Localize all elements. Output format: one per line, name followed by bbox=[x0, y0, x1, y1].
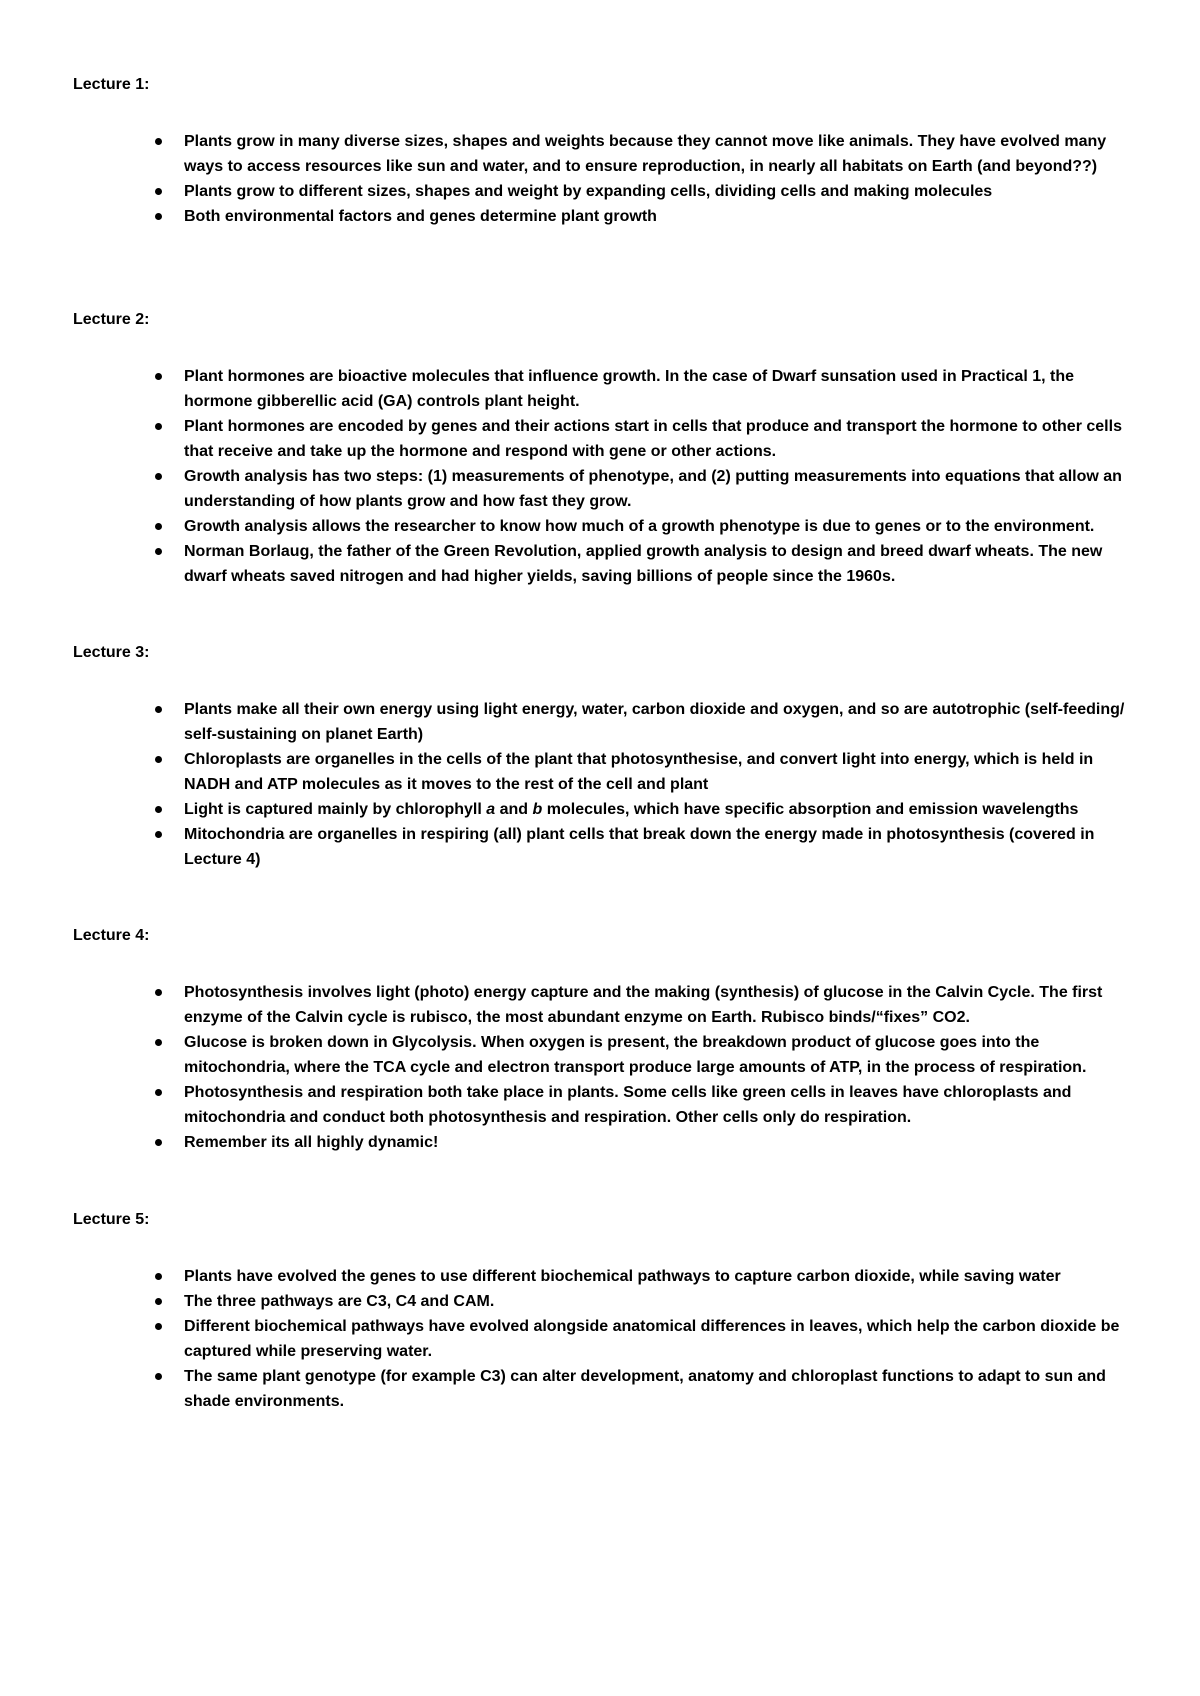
bullet-list bbox=[73, 697, 1133, 872]
lecture-2-section bbox=[73, 310, 1133, 589]
lecture-heading: Lecture 3: bbox=[73, 644, 150, 661]
bullet-icon bbox=[155, 473, 162, 480]
bullet-text: Plants make all their own energy using light energy, water, carbon dioxide and oxygen, and so are autotrophic (self-feeding/ self-sustaining on planet Earth) bbox=[184, 701, 1125, 743]
bullet-text: Mitochondria are organelles in respiring (all) plant cells that break down the energy made in photosynthesis (covered in Lecture 4) bbox=[184, 826, 1095, 868]
list-item bbox=[73, 697, 1133, 747]
bullet-icon bbox=[155, 548, 162, 555]
list-item bbox=[73, 204, 1133, 229]
bullet-text: Norman Borlaug, the father of the Green Revolution, applied growth analysis to design and breed dwarf wheats. The new dwarf wheats saved nitrogen and had higher yields, saving billions of people since the 1960s. bbox=[184, 543, 1103, 585]
list-item bbox=[73, 1364, 1133, 1414]
lecture-3-section bbox=[73, 643, 1133, 872]
list-item bbox=[73, 179, 1133, 204]
bullet-text: Growth analysis allows the researcher to know how much of a growth phenotype is due to genes or to the environment. bbox=[184, 518, 1095, 535]
bullet-icon bbox=[155, 1323, 162, 1330]
bullet-text: Plant hormones are encoded by genes and their actions start in cells that produce and transport the hormone to other cells that receive and take up the hormone and respond with gene or other actions. bbox=[184, 418, 1122, 460]
bullet-icon bbox=[155, 1273, 162, 1280]
bullet-text: Chloroplasts are organelles in the cells of the plant that photosynthesise, and convert light into energy, which is held in NADH and ATP molecules as it moves to the rest of the cell and plant bbox=[184, 751, 1094, 793]
bullet-text: Growth analysis has two steps: (1) measurements of phenotype, and (2) putting measurements into equations that allow an understanding of how plants grow and how fast they grow. bbox=[184, 468, 1122, 510]
bullet-icon bbox=[155, 989, 162, 996]
bullet-icon bbox=[155, 1298, 162, 1305]
lecture-heading: Lecture 5: bbox=[73, 1211, 150, 1228]
bullet-icon bbox=[155, 1039, 162, 1046]
list-item bbox=[73, 1264, 1133, 1289]
list-item bbox=[73, 822, 1133, 872]
list-item bbox=[73, 1130, 1133, 1155]
bullet-icon bbox=[155, 706, 162, 713]
bullet-text: Plants grow to different sizes, shapes and weight by expanding cells, dividing cells and making molecules bbox=[184, 183, 993, 200]
list-item bbox=[73, 1314, 1133, 1364]
bullet-text: Light is captured mainly by chlorophyll a and b molecules, which have specific absorption and emission wavelengths bbox=[184, 801, 1079, 818]
lecture-heading: Lecture 4: bbox=[73, 927, 150, 944]
bullet-text: Plant hormones are bioactive molecules that influence growth. In the case of Dwarf sunsation used in Practical 1, the hormone gibberellic acid (GA) controls plant height. bbox=[184, 368, 1074, 410]
list-item bbox=[73, 539, 1133, 589]
bullet-text: The same plant genotype (for example C3) can alter development, anatomy and chloroplast functions to adapt to sun and shade environments. bbox=[184, 1368, 1106, 1410]
bullet-list bbox=[73, 1264, 1133, 1414]
list-item bbox=[73, 129, 1133, 179]
bullet-list bbox=[73, 980, 1133, 1155]
bullet-icon bbox=[155, 138, 162, 145]
bullet-text: The three pathways are C3, C4 and CAM. bbox=[184, 1293, 495, 1310]
bullet-icon bbox=[155, 188, 162, 195]
bullet-icon bbox=[155, 213, 162, 220]
bullet-icon bbox=[155, 1373, 162, 1380]
list-item bbox=[73, 464, 1133, 514]
bullet-list bbox=[73, 364, 1133, 589]
list-item bbox=[73, 1289, 1133, 1314]
lecture-heading: Lecture 1: bbox=[73, 76, 150, 93]
list-item bbox=[73, 980, 1133, 1030]
list-item bbox=[73, 414, 1133, 464]
bullet-text: Photosynthesis and respiration both take place in plants. Some cells like green cells in leaves have chloroplasts and mitochondria and conduct both photosynthesis and respiration. Other cells only do respiration. bbox=[184, 1084, 1072, 1126]
bullet-icon bbox=[155, 1139, 162, 1146]
bullet-icon bbox=[155, 806, 162, 813]
bullet-text: Glucose is broken down in Glycolysis. When oxygen is present, the breakdown product of glucose goes into the mitochondria, where the TCA cycle and electron transport produce large amounts of ATP, in the process of respiration. bbox=[184, 1034, 1087, 1076]
list-item bbox=[73, 514, 1133, 539]
list-item bbox=[73, 797, 1133, 822]
list-item bbox=[73, 364, 1133, 414]
lecture-heading: Lecture 2: bbox=[73, 311, 150, 328]
bullet-text: Remember its all highly dynamic! bbox=[184, 1134, 439, 1151]
bullet-text: Plants grow in many diverse sizes, shapes and weights because they cannot move like animals. They have evolved many ways to access resources like sun and water, and to ensure reproduction, in nearly all habitats on Earth (and beyond??) bbox=[184, 133, 1107, 175]
bullet-icon bbox=[155, 423, 162, 430]
bullet-icon bbox=[155, 523, 162, 530]
list-item bbox=[73, 1080, 1133, 1130]
bullet-text: Both environmental factors and genes determine plant growth bbox=[184, 208, 657, 225]
bullet-text: Different biochemical pathways have evolved alongside anatomical differences in leaves, which help the carbon dioxide be captured while preserving water. bbox=[184, 1318, 1120, 1360]
bullet-icon bbox=[155, 756, 162, 763]
bullet-icon bbox=[155, 1089, 162, 1096]
bullet-text: Plants have evolved the genes to use different biochemical pathways to capture carbon dioxide, while saving water bbox=[184, 1268, 1061, 1285]
bullet-text: Photosynthesis involves light (photo) energy capture and the making (synthesis) of glucose in the Calvin Cycle. The first enzyme of the Calvin cycle is rubisco, the most abundant enzyme on Earth. Rubisco binds/“fixes” CO2. bbox=[184, 984, 1103, 1026]
list-item bbox=[73, 747, 1133, 797]
lecture-5-section bbox=[73, 1210, 1133, 1414]
bullet-icon bbox=[155, 373, 162, 380]
bullet-list bbox=[73, 129, 1133, 229]
bullet-icon bbox=[155, 831, 162, 838]
lecture-1-section bbox=[73, 75, 1133, 229]
lecture-4-section bbox=[73, 926, 1133, 1155]
list-item bbox=[73, 1030, 1133, 1080]
